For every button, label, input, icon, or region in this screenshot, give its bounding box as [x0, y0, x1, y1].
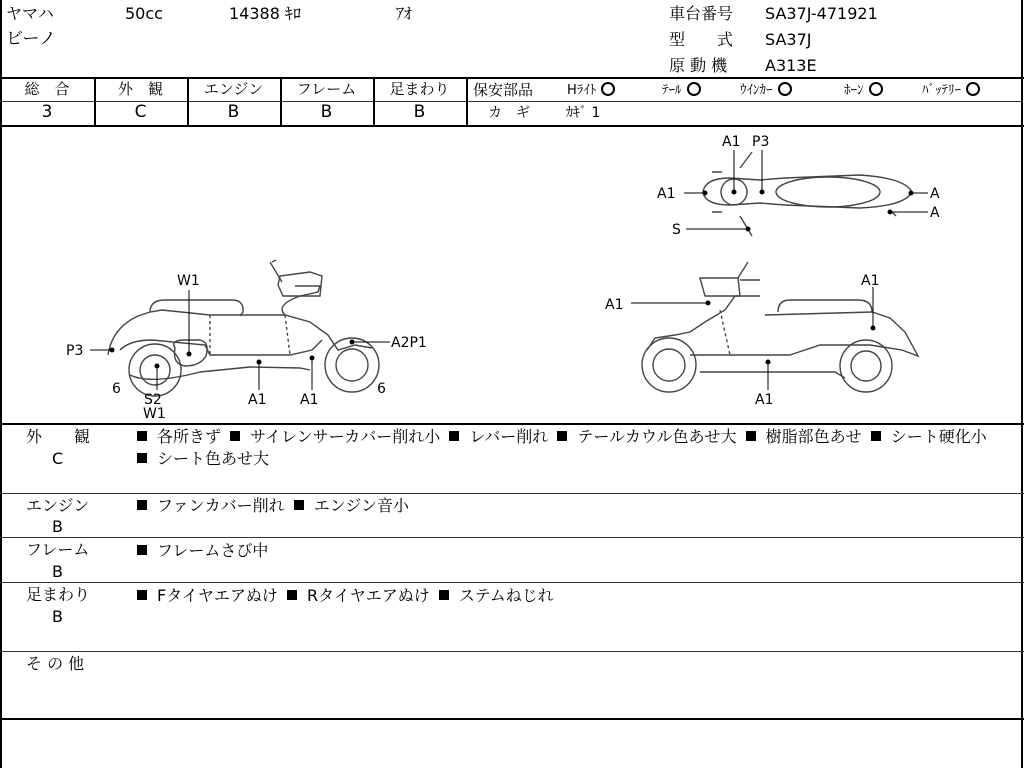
damage-code: S — [672, 222, 681, 238]
notes-list-frame — [133, 540, 1013, 562]
safety-item-winker: ｳｲﾝｶｰ — [740, 82, 792, 98]
safety-item-battery: ﾊﾞｯﾃﾘｰ — [922, 82, 980, 98]
key-value: ｶｷﾞ 1 — [566, 105, 601, 121]
bullet-square-icon — [439, 590, 449, 600]
notes-list-suspension — [133, 585, 1013, 607]
grade-label: フレーム — [296, 80, 357, 98]
displacement: 50cc — [125, 4, 163, 23]
note-item: テールカウル色あせ大 — [553, 427, 736, 446]
grade-value: B — [227, 102, 240, 122]
safety-item-horn: ﾎｰﾝ — [844, 82, 883, 98]
note-item: ファンカバー削れ — [133, 496, 285, 515]
notes-label-frame: フレーム — [26, 540, 90, 559]
maker: ヤマハ — [6, 4, 54, 23]
notes-grade-engine: B — [52, 517, 63, 536]
grade-label: エンジン — [203, 80, 264, 98]
grade-label: 外 観 — [117, 80, 163, 98]
grade-label: 総 合 — [24, 80, 70, 98]
bullet-square-icon — [137, 431, 147, 441]
damage-code: P3 — [752, 134, 770, 150]
damage-code: A1 — [722, 134, 741, 150]
type-value: SA37J — [765, 30, 812, 49]
damage-code: W1 — [177, 273, 200, 289]
mileage: 14388 ｷﾛ — [229, 4, 301, 23]
engine-model: A313E — [765, 56, 817, 75]
safety-mid-rule — [467, 101, 1023, 102]
notes-rule — [0, 651, 1024, 652]
diagram-bottom-rule — [0, 423, 1024, 425]
note-item: サイレンサーカバー削れ小 — [226, 427, 440, 446]
notes-label-suspension: 足まわり — [26, 585, 91, 604]
bullet-square-icon — [871, 431, 881, 441]
bullet-square-icon — [746, 431, 756, 441]
safety-label: 保安部品 — [473, 81, 534, 99]
notes-grade-suspension: B — [52, 607, 63, 626]
grade-value: B — [320, 102, 333, 122]
status-circle-icon — [601, 82, 615, 96]
damage-code: A — [930, 186, 940, 202]
note-item: シート硬化小 — [867, 427, 987, 446]
bullet-square-icon — [230, 431, 240, 441]
damage-code: A2P1 — [391, 335, 427, 351]
type-label: 型 式 — [669, 30, 734, 49]
safety-item-tail: ﾃｰﾙ — [662, 82, 701, 98]
damage-code: S2 — [144, 392, 162, 408]
note-item: レバー削れ — [445, 427, 548, 446]
grade-value: C — [134, 102, 147, 122]
notes-grade-exterior: C — [52, 449, 64, 468]
damage-code: 6 — [112, 381, 121, 397]
damage-code: A1 — [605, 297, 624, 313]
engine-model-label: 原 動 機 — [669, 56, 728, 75]
notes-label-other: そ の 他 — [26, 654, 85, 673]
damage-code: 6 — [377, 381, 386, 397]
status-circle-icon — [869, 82, 883, 96]
notes-list-engine — [133, 495, 1013, 517]
status-circle-icon — [778, 82, 792, 96]
notes-label-engine: エンジン — [26, 496, 90, 515]
notes-grade-frame: B — [52, 562, 63, 581]
damage-code: P3 — [66, 343, 84, 359]
bullet-square-icon — [137, 590, 147, 600]
notes-list-exterior — [133, 426, 1013, 470]
bullet-square-icon — [137, 545, 147, 555]
grade-value: 3 — [41, 102, 53, 122]
bullet-square-icon — [137, 500, 147, 510]
scooter-left-side — [108, 260, 379, 396]
damage-code: A1 — [300, 392, 319, 408]
bullet-square-icon — [287, 590, 297, 600]
other-bottom-rule — [0, 718, 1024, 720]
damage-code: A1 — [248, 392, 267, 408]
grade-divider — [466, 78, 468, 125]
notes-rule — [0, 582, 1024, 583]
damage-code: A1 — [755, 392, 774, 408]
key-label: カ ギ — [488, 105, 530, 121]
status-circle-icon — [687, 82, 701, 96]
bullet-square-icon — [294, 500, 304, 510]
frame-number: SA37J-471921 — [765, 4, 878, 23]
note-item: Rタイヤエアぬけ — [283, 586, 430, 605]
safety-item-headlight: Hﾗｲﾄ — [567, 82, 615, 98]
damage-leaders — [90, 150, 928, 390]
notes-label-exterior: 外 観 — [26, 427, 91, 446]
frame-number-label: 車台番号 — [669, 4, 734, 23]
grade-label: 足まわり — [389, 80, 450, 98]
note-item: 樹脂部色あせ — [742, 427, 862, 446]
notes-rule — [0, 537, 1024, 538]
note-item: ステムねじれ — [435, 586, 554, 605]
status-circle-icon — [966, 82, 980, 96]
bullet-square-icon — [557, 431, 567, 441]
grade-value: B — [413, 102, 426, 122]
bullet-square-icon — [137, 453, 147, 463]
damage-diagram — [0, 126, 1024, 423]
damage-code: A1 — [657, 186, 676, 202]
damage-code: A1 — [861, 273, 880, 289]
color: ｱｵ — [396, 4, 413, 23]
model-name: ビーノ — [6, 29, 56, 49]
note-item: シート色あせ大 — [133, 449, 269, 468]
bullet-square-icon — [449, 431, 459, 441]
note-item: Fタイヤエアぬけ — [133, 586, 278, 605]
damage-code: W1 — [143, 406, 166, 422]
note-item: エンジン音小 — [290, 496, 409, 515]
notes-rule — [0, 493, 1024, 494]
note-item: フレームさび中 — [133, 541, 268, 560]
note-item: 各所きず — [133, 427, 221, 446]
damage-code: A — [930, 205, 940, 221]
grade-top-rule — [0, 77, 1024, 79]
